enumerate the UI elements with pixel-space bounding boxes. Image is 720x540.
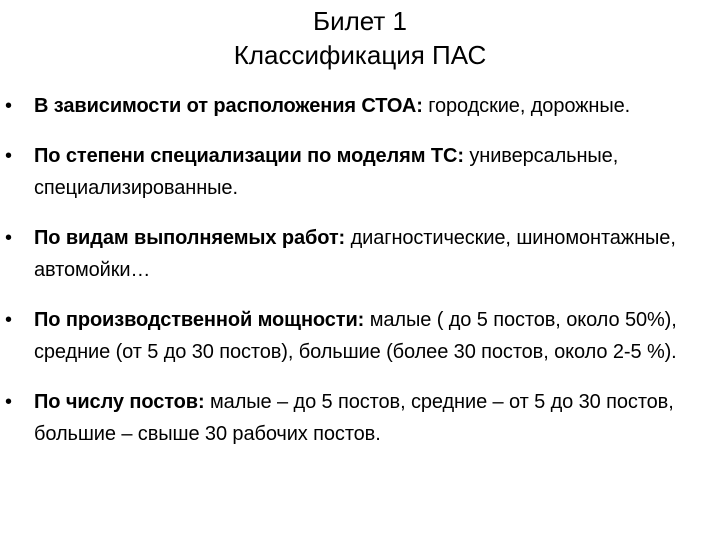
title-line-2: Классификация ПАС [233, 40, 487, 70]
bullet-marker: • [5, 227, 12, 249]
bullet-text: малые – до 5 постов, средние – от 5 до 30 постов, большие – свыше 30 рабочих постов. [34, 391, 674, 445]
bullet-text: малые ( до 5 постов, около 50%), средние (от 5 до 30 постов), большие (более 30 постов, около 2-5 %). [34, 309, 677, 363]
bullet-marker: • [5, 309, 12, 331]
bullet-heading: По видам выполняемых работ: [34, 227, 346, 249]
bullet-item-specialization [0, 140, 720, 204]
bullet-heading: По производственной мощности: [34, 309, 365, 331]
bullet-item-capacity [0, 304, 720, 368]
title-line-1: Билет 1 [313, 6, 407, 36]
bullet-item-post-count [0, 386, 720, 450]
bullet-heading: По числу постов: [34, 391, 205, 413]
bullet-list [0, 90, 720, 468]
slide-title [0, 4, 720, 72]
bullet-item-location [0, 90, 720, 122]
bullet-text: диагностические, шиномонтажные, автомойки… [34, 227, 676, 281]
bullet-marker: • [5, 95, 12, 117]
bullet-item-work-types [0, 222, 720, 286]
bullet-text: универсальные, специализированные. [34, 145, 619, 199]
bullet-heading: В зависимости от расположения СТОА: [34, 95, 423, 117]
bullet-marker: • [5, 145, 12, 167]
bullet-marker: • [5, 391, 12, 413]
bullet-heading: По степени специализации по моделям ТС: [34, 145, 464, 167]
bullet-text: городские, дорожные. [422, 95, 631, 117]
